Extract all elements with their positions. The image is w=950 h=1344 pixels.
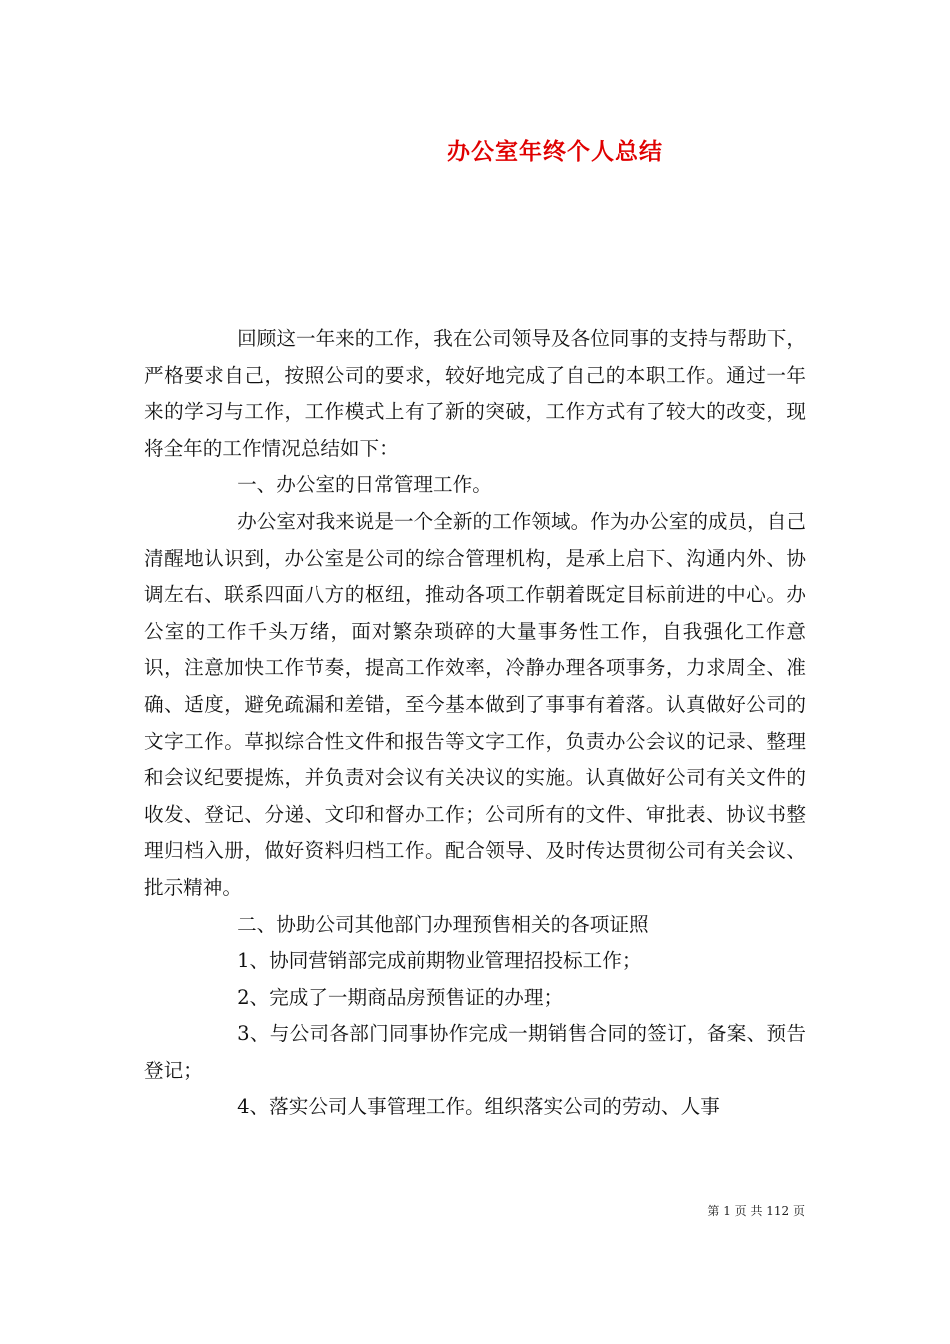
list-item-1: 1、协同营销部完成前期物业管理招投标工作；: [237, 949, 642, 973]
document-title: 办公室年终个人总结: [447, 138, 663, 165]
list-item-3: 3、与公司各部门同事协作完成一期销售合同的签订，备案、预告登记；: [144, 1022, 806, 1082]
section-heading-2: 二、协助公司其他部门办理预售相关的各项证照: [237, 912, 649, 936]
paragraph-intro: 回顾这一年来的工作，我在公司领导及各位同事的支持与帮助下，严格要求自己，按照公司的要求，较好地完成了自己的本职工作。通过一年来的学习与工作，工作模式上有了新的突破，工作方式有了较大的改变，现将全年的工作情况总结如下：: [144, 327, 806, 460]
list-item-2: 2、完成了一期商品房预售证的办理；: [237, 985, 564, 1009]
list-item-4: 4、落实公司人事管理工作。组织落实公司的劳动、人事: [237, 1095, 720, 1119]
paragraph-office-work: 办公室对我来说是一个全新的工作领域。作为办公室的成员，自己清醒地认识到，办公室是公司的综合管理机构，是承上启下、沟通内外、协调左右、联系四面八方的枢纽，推动各项工作朝着既定目标前进的中心。办公室的工作千头万绪，面对繁杂琐碎的大量事务性工作，自我强化工作意识，注意加快工作节奏，提高工作效率，冷静办理各项事务，力求周全、准确、适度，避免疏漏和差错，至今基本做到了事事有着落。认真做好公司的文字工作。草拟综合性文件和报告等文字工作，负责办公会议的记录、整理和会议纪要提炼，并负责对会议有关决议的实施。认真做好公司有关文件的收发、登记、分递、文印和督办工作；公司所有的文件、审批表、协议书整理归档入册，做好资料归档工作。配合领导、及时传达贯彻公司有关会议、批示精神。: [144, 509, 806, 899]
section-heading-1: 一、办公室的日常管理工作。: [237, 473, 492, 497]
page-number: 第 1 页 共 112 页: [707, 1204, 805, 1218]
document-body: [144, 321, 806, 1126]
